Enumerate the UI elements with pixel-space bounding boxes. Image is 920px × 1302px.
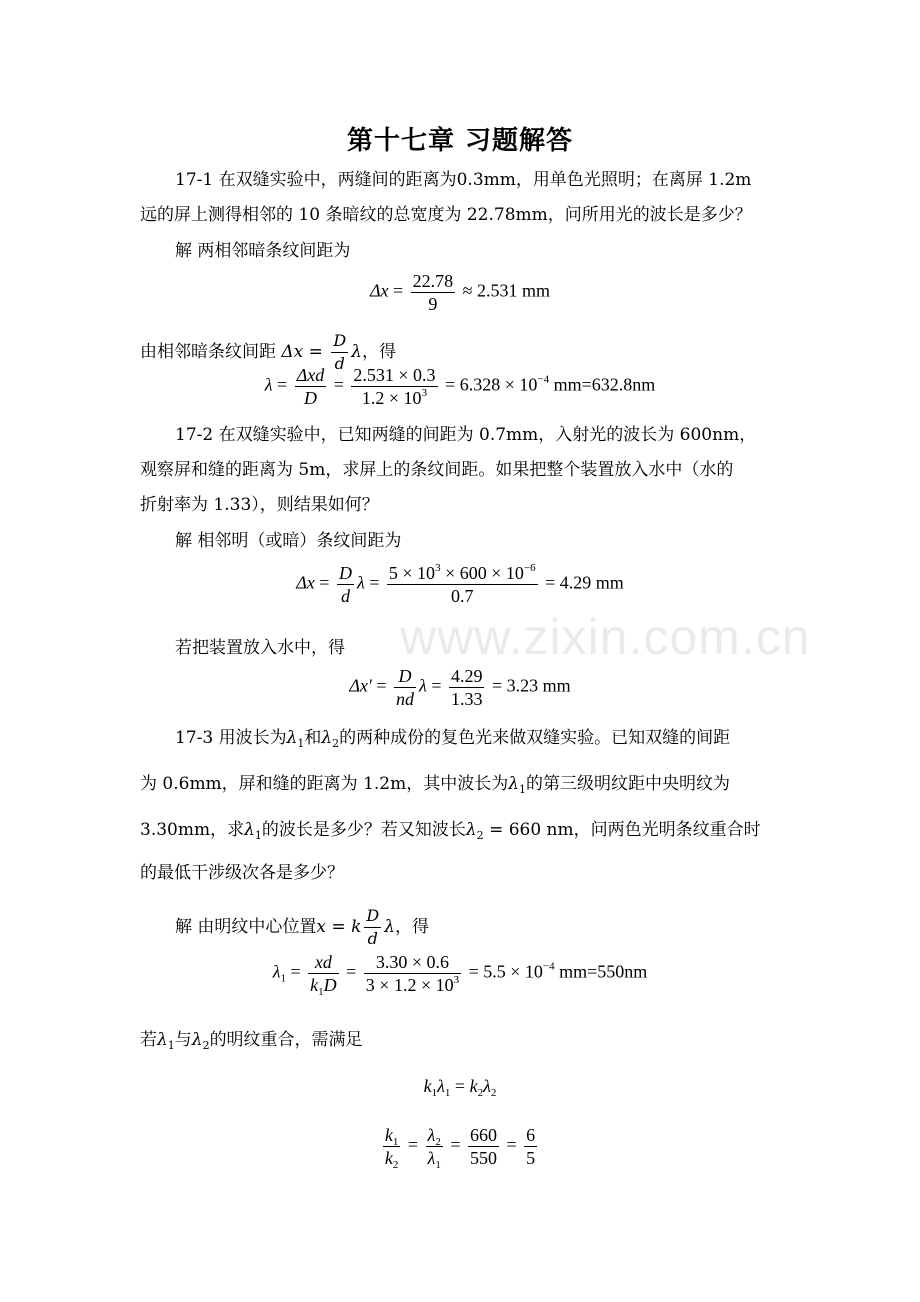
equation-17-3-c: $\frac{k_1}{k_2}$ = $\frac{\lambda_2}{\lambda_1}$ = $\frac{660}{550}$ = $\frac{6}{5}$ [384,1125,536,1171]
equation-17-3-a: $\lambda_1$ = $\frac{xd}{k_1D}$ = $\frac{3.30 \times 0.6}{3 \times 1.2 \times 10^3}$ = $5.5 \times 10^{-4}$ mm=550nm [272,952,648,998]
problem-17-1-line2: 远的屏上测得相邻的 10 条暗纹的总宽度为 22.78mm，问所用光的波长是多少？ [140,205,752,225]
equation-17-3-b: $k_1\lambda_1 = k_2\lambda_2$ [423,1076,497,1099]
watermark: www.zixin.com.cn [400,609,811,665]
problem-17-2-line2: 观察屏和缝的距离为 5m，求屏上的条纹间距。如果把整个装置放入水中（水的 [140,460,734,480]
text-17-2-water: 若把装置放入水中，得 [175,638,345,658]
problem-17-3-line3: 3.30mm，求$\lambda_1$的波长是多少？若又知波长$\lambda_2 = 660$ nm，问两色光明条纹重合时 [140,820,761,842]
problem-17-2-line3: 折射率为 1.33），则结果如何？ [140,495,379,515]
problem-17-3-line2: 为 0.6mm，屏和缝的距离为 1.2m，其中波长为$\lambda_1$的第三级明纹距中央明纹为 [140,774,731,796]
problem-17-2-line1: 17-2 在双缝实验中，已知两缝的间距为 0.7mm，入射光的波长为 600nm， [175,425,757,445]
page-title: 第十七章 习题解答 [346,126,574,156]
problem-17-3-line1: 17-3 用波长为$\lambda_1$和$\lambda_2$的两种成份的复色光来做双缝实验。已知双缝的间距 [175,728,731,750]
problem-17-1-line1: 17-1 在双缝实验中，两缝间的距离为0.3mm，用单色光照明；在离屏 1.2m [175,170,752,190]
equation-17-1-b: λ = Δxd D = $\frac{2.531 \times 0.3}{1.2 \times 10^3}$ = $6.328 \times 10^{-4}$ mm=632.8nm [264,365,656,408]
equation-17-1-a: Δx = $\frac{22.78}{9}$ ≈ 2.531 mm [369,271,551,314]
equation-17-2-b: Δx′ = $\frac{D}{nd}$ λ = $\frac{4.29}{1.33}$ = 3.23 mm [349,666,571,709]
equation-17-2-a: Δx = $\frac{D}{d}$ λ = $\frac{5 \times 10^3 \times 600 \times 10^{-6}}{0.7}$ = 4.29 mm [296,562,624,606]
solution-17-2-intro: 解 相邻明（或暗）条纹间距为 [175,531,402,551]
text-17-1-a: 由相邻暗条纹间距 Δx = $\frac{D}{d}$ λ，得 [140,331,396,373]
solution-17-3-intro: 解 由明纹中心位置x = k $\frac{D}{d}$ λ，得 [175,906,429,948]
text-17-3-overlap: 若$\lambda_1$与$\lambda_2$的明纹重合，需满足 [140,1030,363,1052]
problem-17-3-line4: 的最低干涉级次各是多少？ [140,863,344,883]
solution-17-1-intro: 解 两相邻暗条纹间距为 [175,241,351,261]
